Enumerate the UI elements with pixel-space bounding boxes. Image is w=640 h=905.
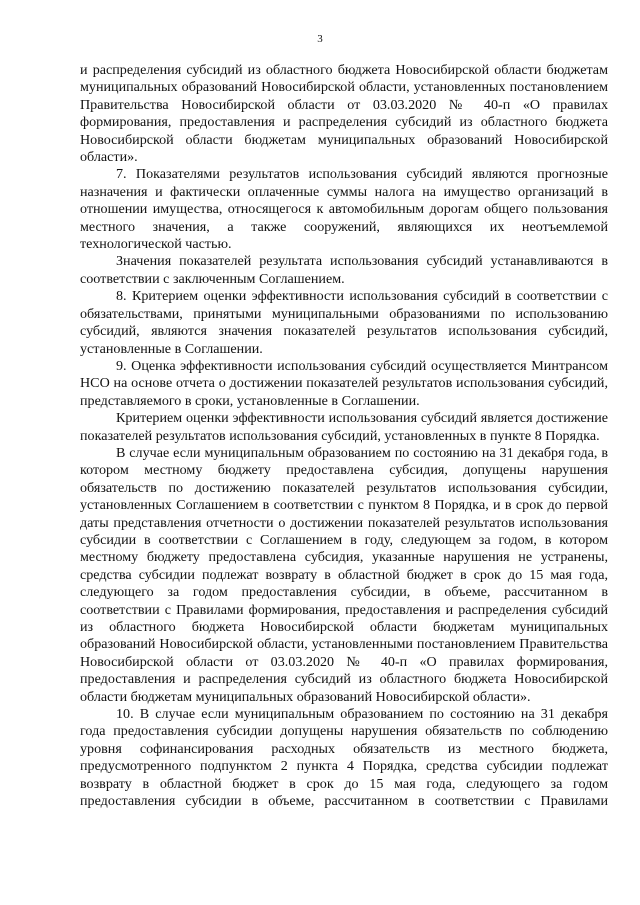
paragraph-efficiency-criterion: Критерием оценки эффективности использования субсидий является достижение показателей результатов использования субсидий, установленных в пункте 8 Порядка. [80,410,608,444]
page-number: 3 [317,33,323,45]
paragraph-item-8: 8. Критерием оценки эффективности использования субсидий в соответствии с обязательствами, принятыми муниципальными образованиями по использованию субсидий, являются значения показателей результатов использования субсидий, установленные в Соглашении. [80,288,608,357]
paragraph-continuation: и распределения субсидий из областного бюджета Новосибирской области бюджетам муниципальных образований Новосибирской области, установленных постановлением Правительства Новосибирской области от 03.03.2020 № 40-п «О правилах формирования, предоставления и распределения субсидий из областного бюджета Новосибирской области бюджетам муниципальных образований Новосибирской области». [80,62,608,166]
paragraph-result-values: Значения показателей результата использования субсидий устанавливаются в соответствии с заключенным Соглашением. [80,253,608,287]
paragraph-item-7: 7. Показателями результатов использования субсидий являются прогнозные назначения и фактически оплаченные суммы налога на имущество организаций в отношении имущества, относящегося к автомобильным дорогам общего пользования местного значения, а также сооружений, являющихся их неотъемлемой технологической частью. [80,166,608,253]
paragraph-violation-refund: В случае если муниципальным образованием по состоянию на 31 декабря года, в котором местному бюджету предоставлена субсидия, допущены нарушения обязательств по достижению показателей результатов использования субсидии, установленных Соглашением в соответствии с пунктом 8 Порядка, и в срок до первой даты представления отчетности о достижении показателей результатов использования субсидии в соответствии с Соглашением в году, следующем за годом, в котором местному бюджету предоставлена субсидия, указанные нарушения не устранены, средства субсидии подлежат возврату в областной бюджет в срок до 15 мая года, следующего за годом предоставления субсидии, в объеме, рассчитанном в соответствии с Правилами формирования, предоставления и распределения субсидий из областного бюджета Новосибирской области бюджетам муниципальных образований Новосибирской области, установленными постановлением Правительства Новосибирской области от 03.03.2020 № 40-п «О правилах формирования, предоставления и распределения субсидий из областного бюджета Новосибирской области бюджетам муниципальных образований Новосибирской области». [80,444,608,705]
paragraph-item-9: 9. Оценка эффективности использования субсидий осуществляется Минтрансом НСО на основе отчета о достижении показателей результатов использования субсидий, представляемого в сроки, установленные в Соглашении. [80,357,608,409]
document-body [80,62,608,810]
paragraph-item-10: 10. В случае если муниципальным образованием по состоянию на 31 декабря года предоставления субсидии допущены нарушения обязательств по соблюдению уровня софинансирования расходных обязательств из местного бюджета, предусмотренного подпунктом 2 пункта 4 Порядка, средства субсидии подлежат возврату в областной бюджет в срок до 15 мая года, следующего за годом предоставления субсидии в объеме, рассчитанном в соответствии с Правилами [80,706,608,810]
